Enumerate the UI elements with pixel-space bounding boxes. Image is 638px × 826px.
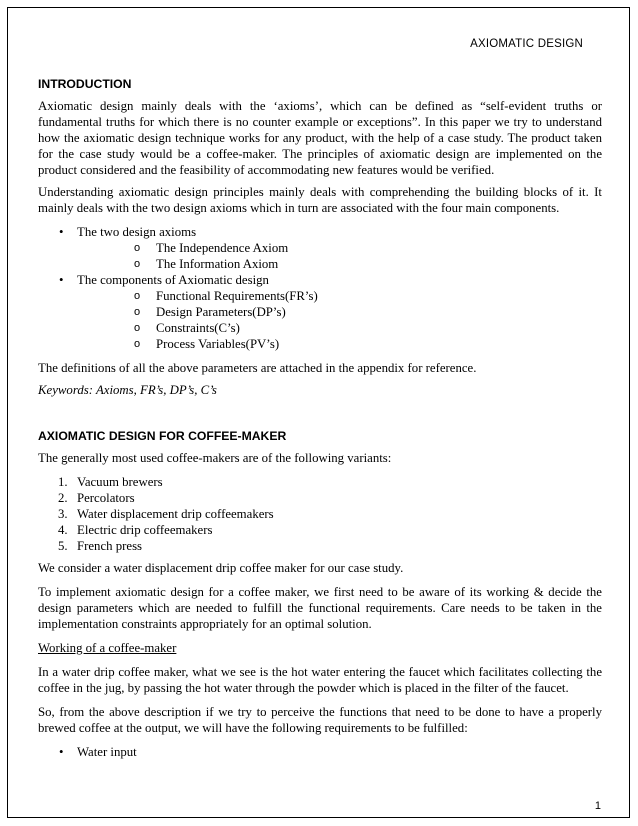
numbered-list-item [38,522,602,538]
hollow-bullet-icon: o [134,242,141,254]
page-content [38,76,602,760]
list-number: 2. [58,491,68,505]
sub-list-item [77,256,602,272]
requirement-item [38,744,602,760]
section-heading-coffee-maker: AXIOMATIC DESIGN FOR COFFEE-MAKER [38,429,287,443]
bullet-dot-icon: • [59,745,64,759]
case-study-note: We consider a water displacement drip coffee maker for our case study. [38,561,404,575]
bullet-label: The two design axioms [77,225,197,239]
list-number: 4. [58,523,68,537]
section-heading-introduction: INTRODUCTION [38,77,132,91]
bullet-dot-icon: • [59,225,64,239]
subheading-working: Working of a coffee-maker [38,641,177,655]
variants-numbered-list [38,474,602,554]
sub-list-item [77,304,602,320]
sub-item-label: Design Parameters(DP’s) [156,305,286,319]
sub-list-components [77,288,602,352]
sub-list-item [77,288,602,304]
list-item-text: Water displacement drip coffeemakers [77,507,274,521]
sub-item-label: Process Variables(PV’s) [156,337,280,351]
numbered-list-item [38,506,602,522]
requirement-label: Water input [77,745,137,759]
document-page [7,7,630,818]
keywords-line: Keywords: Axioms, FR’s, DP’s, C’s [38,383,217,397]
numbered-list-item [38,474,602,490]
list-item-text: Electric drip coffeemakers [77,523,213,537]
list-item-text: Percolators [77,491,135,505]
bullet-dot-icon: • [59,273,64,287]
hollow-bullet-icon: o [134,306,141,318]
bullet-label: The components of Axiomatic design [77,273,269,287]
hollow-bullet-icon: o [134,322,141,334]
bullet-item-components [38,272,602,352]
page-number: 1 [594,800,601,812]
sub-list-item [77,240,602,256]
list-number: 1. [58,475,68,489]
list-number: 5. [58,539,68,553]
axioms-bullet-list [38,224,602,352]
hollow-bullet-icon: o [134,258,141,270]
sub-list-item [77,320,602,336]
sub-list-item [77,336,602,352]
list-item-text: Vacuum brewers [77,475,163,489]
hollow-bullet-icon: o [134,290,141,302]
sub-item-label: Functional Requirements(FR’s) [156,289,318,303]
numbered-list-item [38,538,602,554]
list-item-text: French press [77,539,143,553]
list-number: 3. [58,507,68,521]
intro-paragraph-1: Axiomatic design mainly deals with the ‘axioms’, which can be defined as “self-evident truths or fundamental truths for which there is no counter example or exceptions”. In this paper we try to understand how the axiomatic design technique works for any product, with the help of a case study. The product taken for the case study would be a coffee-maker. The principles of axiomatic design are implemented on the product considered and the feasibility of accommodating new features would be verified. [38,99,602,177]
sub-list-axioms [77,240,602,272]
sub-item-label: The Information Axiom [156,257,279,271]
running-header: AXIOMATIC DESIGN [470,38,583,50]
hollow-bullet-icon: o [134,338,141,350]
variants-intro: The generally most used coffee-makers are of the following variants: [38,451,392,465]
appendix-note: The definitions of all the above parameters are attached in the appendix for reference. [38,361,477,375]
working-paragraph: In a water drip coffee maker, what we see is the hot water entering the faucet which facilitates collecting the coffee in the jug, by passing the hot water through the powder which is placed in the filter of the faucet. [38,665,602,695]
sub-item-label: Constraints(C’s) [156,321,240,335]
sub-item-label: The Independence Axiom [156,241,289,255]
requirements-bullet-list [38,744,602,760]
intro-paragraph-2: Understanding axiomatic design principles mainly deals with comprehending the building blocks of it. It mainly deals with the two design axioms which in turn are associated with the four main components. [38,185,602,215]
implementation-paragraph: To implement axiomatic design for a coffee maker, we first need to be aware of its working & decide the design parameters which are needed to fulfill the functional requirements. Care needs to be taken in the implementation constraints appropriately for an optimal solution. [38,585,602,631]
numbered-list-item [38,490,602,506]
bullet-item-design-axioms [38,224,602,272]
requirements-paragraph: So, from the above description if we try to perceive the functions that need to be done to have a properly brewed coffee at the output, we will have the following requirements to be fulfilled: [38,705,602,735]
